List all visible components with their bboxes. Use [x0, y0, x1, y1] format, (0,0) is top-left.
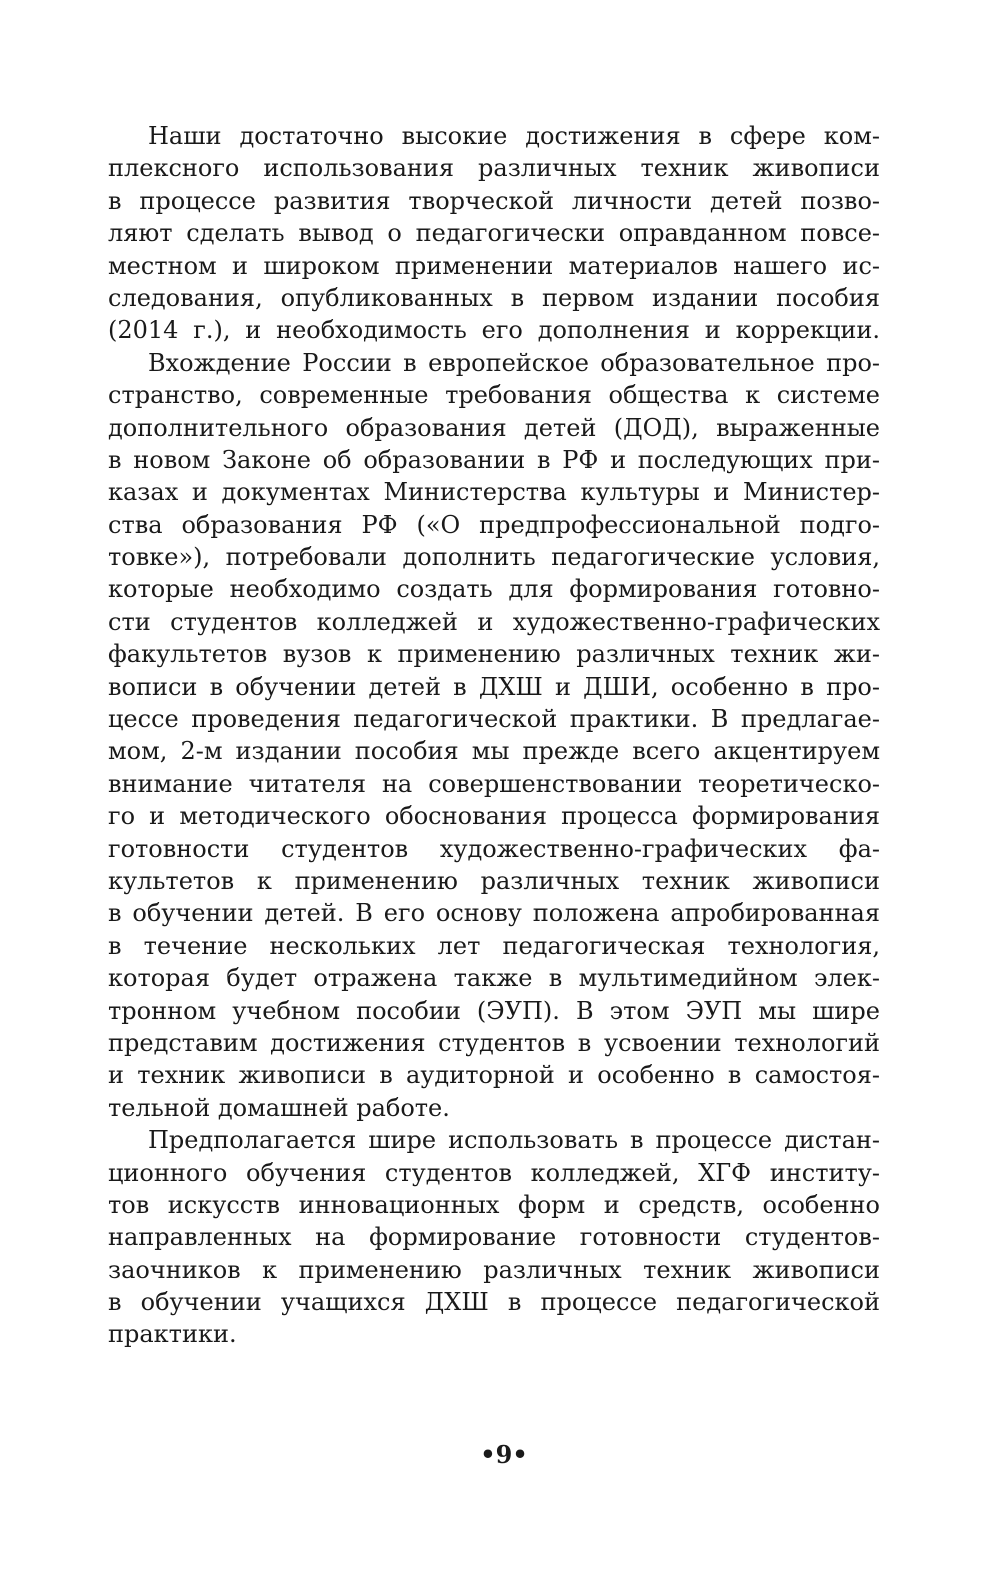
text-line: плексного использования различных техник живописи: [108, 154, 880, 183]
page-body: [108, 120, 880, 1351]
text-line: готовности студентов художественно-графических фа-: [108, 834, 880, 863]
text-line: Предполагается шире использовать в процессе дистан-: [148, 1126, 880, 1155]
text-line: культетов к применению различных техник живописи: [108, 866, 880, 895]
text-line: (2014 г.), и необходимость его дополнения и коррекции.: [108, 316, 880, 345]
text-line: тов искусств инновационных форм и средств, особенно: [108, 1190, 880, 1219]
text-line: в обучении детей. В его основу положена апробированная: [108, 899, 880, 928]
text-line: мом, 2-м издании пособия мы прежде всего акцентируем: [108, 737, 880, 766]
text-line: товке»), потребовали дополнить педагогические условия,: [108, 543, 880, 572]
text-line: сти студентов колледжей и художественно-графических: [108, 607, 880, 636]
text-line: в обучении учащихся ДХШ в процессе педагогической: [108, 1288, 880, 1317]
text-line: в течение нескольких лет педагогическая технология,: [108, 931, 880, 960]
text-line: которые необходимо создать для формирования готовно-: [108, 575, 880, 604]
text-line: ционного обучения студентов колледжей, ХГФ институ-: [108, 1158, 880, 1187]
text-line: вописи в обучении детей в ДХШ и ДШИ, особенно в про-: [108, 672, 880, 701]
text-line: тельной домашней работе.: [108, 1093, 450, 1122]
text-line: внимание читателя на совершенствовании теоретическо-: [108, 769, 880, 798]
text-line: заочников к применению различных техник живописи: [108, 1255, 880, 1284]
text-line: казах и документах Министерства культуры и Министер-: [108, 478, 880, 507]
text-line: Наши достаточно высокие достижения в сфере ком-: [148, 122, 880, 150]
paragraph-3: [108, 1124, 880, 1351]
text-line: и техник живописи в аудиторной и особенно в самостоя-: [108, 1061, 880, 1090]
paragraph-1: [108, 120, 880, 347]
text-line: направленных на формирование готовности студентов-: [108, 1223, 880, 1252]
text-line: в новом Законе об образовании в РФ и последующих при-: [108, 445, 880, 474]
text-line: Вхождение России в европейское образовательное про-: [148, 348, 880, 377]
text-line: практики.: [108, 1320, 237, 1349]
text-line: которая будет отражена также в мультимедийном элек-: [108, 964, 880, 993]
text-line: представим достижения студентов в усвоении технологий: [108, 1028, 880, 1057]
page-number: •9•: [480, 1440, 528, 1469]
text-line: ства образования РФ («О предпрофессиональной подго-: [108, 510, 880, 539]
text-line: тронном учебном пособии (ЭУП). В этом ЭУП мы шире: [108, 996, 880, 1025]
text-line: цессе проведения педагогической практики. В предлагае-: [108, 705, 880, 734]
text-line: факультетов вузов к применению различных техник жи-: [108, 640, 880, 669]
text-line: следования, опубликованных в первом издании пособия: [108, 283, 880, 312]
text-line: дополнительного образования детей (ДОД), выраженные: [108, 413, 880, 442]
text-line: ляют сделать вывод о педагогически оправданном повсе-: [108, 219, 880, 248]
text-line: местном и широком применении материалов нашего ис-: [108, 251, 880, 280]
text-line: го и методического обоснования процесса формирования: [108, 802, 880, 831]
text-line: странство, современные требования общества к системе: [108, 381, 880, 410]
paragraph-2: [108, 347, 880, 1124]
text-line: в процессе развития творческой личности детей позво-: [108, 186, 880, 215]
